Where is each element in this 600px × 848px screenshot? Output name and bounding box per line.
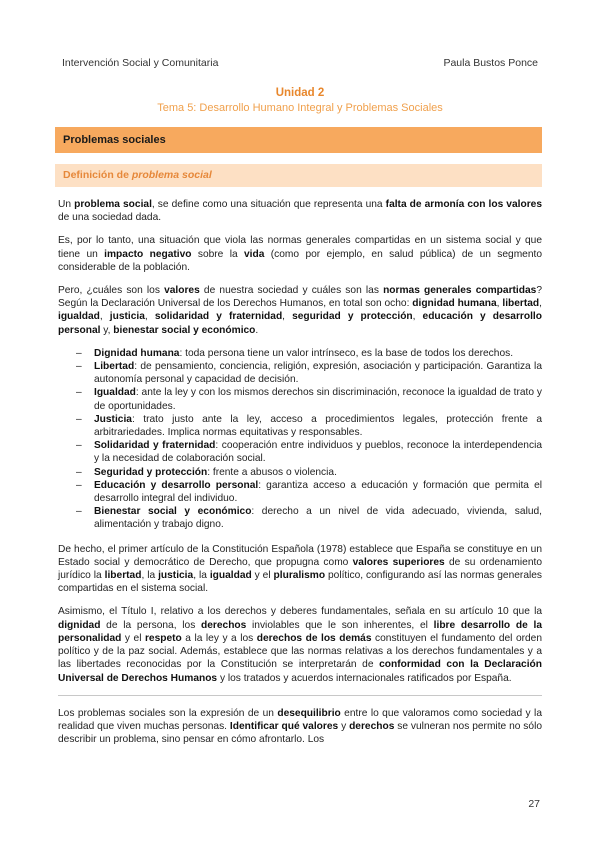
list-item: [76, 505, 542, 531]
text-run: de su ordenamiento jurídico la: [58, 556, 542, 582]
bold-term: normas generales compartidas: [383, 285, 537, 297]
value-term: Bienestar social y económico: [94, 506, 252, 518]
paragraph-impact: [58, 234, 542, 274]
dash-bullet: –: [76, 506, 82, 518]
dash-bullet: –: [76, 413, 82, 425]
text-run: , se define como una situación que representa una: [151, 199, 386, 210]
dash-bullet: –: [76, 361, 82, 373]
bold-term: desequilibrio: [277, 707, 341, 719]
topic-title: Tema 5: Desarrollo Humano Integral y Problemas Sociales: [157, 102, 443, 114]
subsection-heading: [55, 164, 542, 187]
text-run: Asimismo, el Título I, relativo a los derechos y deberes fundamentales, señala en su artículo 10 que la: [58, 606, 542, 618]
text-run: , la: [141, 570, 159, 582]
paragraph-definition: [58, 198, 542, 224]
text-run: político, configurando así las normas generales compartidas en el sistema social.: [58, 570, 543, 595]
text-run: de una sociedad dada.: [58, 212, 162, 224]
dash-bullet: –: [76, 466, 82, 478]
unit-title: Unidad 2: [275, 87, 325, 99]
text-run: ,: [539, 298, 542, 310]
bold-term: conformidad con la Declaración Universal de Derechos Humanos: [58, 659, 542, 684]
value-description: : trato justo ante la ley, acceso a procedimientos legales, protección frente a arbitrariedades. Implica normas equitativas y responsables.: [94, 413, 542, 439]
list-item: [76, 347, 542, 360]
value-description: : de pensamiento, conciencia, religión, expresión, asociación y participación. Garantiza la autonomía personal y capacidad de decisión.: [94, 361, 542, 386]
text-run: de la persona, los: [100, 619, 202, 631]
text-run: y el: [251, 570, 274, 582]
dash-bullet: –: [76, 387, 82, 399]
value-description: : derecho a un nivel de vida adecuado, vivienda, salud, alimentación y trabajo digno.: [94, 506, 542, 531]
value-description: : toda persona tiene un valor intrínseco, es la base de todos los derechos.: [179, 347, 514, 359]
bold-term: derechos: [349, 720, 395, 732]
text-run: Un: [58, 199, 75, 210]
text-run: constituyen el fundamento del orden político y de la paz social. Además, establece que las normas relativas a los derechos fundamentales y a las libertades reconocidas por la Constitución se interpretarán de: [58, 632, 543, 671]
text-run: y: [338, 720, 350, 732]
text-run: y el: [121, 632, 145, 644]
text-run: ? Según la Declaración Universal de los Derechos Humanos, en total son ocho:: [58, 285, 542, 310]
value-description: : garantiza acceso a educación y formación que permita el desarrollo integral del individuo.: [94, 479, 543, 505]
text-run: Es, por lo tanto, una situación que viola las normas generales compartidas en un sistema social y que tiene un: [58, 235, 542, 260]
list-item: [76, 439, 542, 465]
section-heading-label: Problemas sociales: [63, 134, 166, 146]
bold-term: impacto negativo: [104, 248, 192, 260]
paragraph-title-one: [58, 605, 542, 684]
document-titles: [60, 86, 540, 115]
paragraph-imbalance: [58, 707, 542, 747]
value-term: Solidaridad y fraternidad: [94, 440, 216, 452]
bold-term: Identificar qué valores: [229, 720, 339, 732]
bold-term: justicia: [158, 570, 194, 582]
subsection-prefix: Definición de: [63, 169, 132, 181]
bold-term: problema social: [74, 199, 152, 210]
document-body: [58, 198, 542, 756]
text-run: De hecho, el primer artículo de la Constitución Española (1978) establece que España se constituye en un Estado social y democrático de Derecho, que propugna como: [58, 543, 542, 568]
bold-term: justicia: [109, 311, 145, 323]
text-run: ,: [99, 311, 110, 323]
list-item: [76, 413, 542, 439]
bold-term: valores: [164, 285, 200, 297]
text-run: a la ley y a los: [181, 632, 257, 644]
text-run: entre lo que valoramos como sociedad y la realidad que viven muchas personas.: [58, 707, 542, 732]
value-term: Seguridad y protección: [94, 466, 208, 478]
text-run: ,: [282, 311, 293, 323]
bold-term: respeto: [144, 632, 182, 644]
value-description: : cooperación entre individuos y pueblos, reconoce la interdependencia y la necesidad de colaboración social.: [94, 440, 542, 465]
text-run: de nuestra sociedad y cuáles son las: [199, 285, 384, 297]
section-heading: [55, 127, 542, 153]
bold-term: derechos: [201, 619, 247, 631]
bold-term: libertad: [502, 298, 540, 310]
bold-term: igualdad: [58, 311, 100, 323]
values-list: [58, 347, 542, 532]
list-item: [76, 466, 542, 479]
text-run: Pero, ¿cuáles son los: [58, 285, 165, 297]
value-term: Libertad: [94, 361, 135, 373]
value-term: Educación y desarrollo personal: [94, 479, 259, 491]
bold-term: libre desarrollo de la personalidad: [58, 619, 542, 644]
value-description: : ante la ley y con los mismos derechos sin discriminación, reconoce la igualdad de trato y de oportunidades.: [94, 387, 542, 412]
bold-term: libertad: [104, 570, 142, 582]
dash-bullet: –: [76, 440, 82, 452]
text-run: inviolables que le son inherentes, el: [246, 619, 434, 631]
text-run: (como por ejemplo, en salud pública) de un segmento considerable de la población.: [58, 248, 543, 273]
dash-bullet: –: [76, 479, 82, 491]
text-run: se vulneran nos permite no sólo describir un problema, sino pensar en cómo afrontarlo. Los: [58, 720, 542, 746]
text-run: sobre la: [191, 248, 245, 260]
text-run: y,: [100, 324, 114, 336]
horizontal-divider: [58, 695, 542, 696]
course-title: Intervención Social y Comunitaria: [62, 57, 219, 69]
text-run: , la: [193, 570, 210, 582]
list-item: [76, 479, 543, 505]
bold-term: valores superiores: [352, 556, 445, 568]
value-term: Dignidad humana: [94, 347, 180, 359]
value-term: Justicia: [94, 413, 132, 425]
bold-term: solidaridad y fraternidad: [154, 311, 283, 323]
bold-term: falta de armonía con los valores: [385, 199, 542, 210]
bold-term: derechos de los demás: [256, 632, 372, 644]
bold-term: vida: [244, 248, 265, 260]
bold-term: bienestar social y económico: [113, 324, 256, 336]
value-term: Igualdad: [94, 387, 136, 399]
bold-term: seguridad y protección: [292, 311, 413, 323]
value-description: : frente a abusos o violencia.: [207, 466, 337, 478]
list-item: [76, 386, 542, 412]
dash-bullet: –: [76, 347, 82, 359]
paragraph-constitution: [58, 543, 542, 596]
text-run: ,: [496, 298, 503, 310]
author-name: Paula Bustos Ponce: [443, 57, 538, 69]
paragraph-values: [58, 284, 542, 337]
page-number: 27: [528, 798, 540, 810]
bold-term: pluralismo: [273, 570, 326, 582]
text-run: .: [255, 324, 259, 336]
bold-term: dignidad: [58, 619, 101, 631]
page-header: [62, 57, 538, 71]
bold-term: educación y desarrollo personal: [58, 311, 542, 336]
bold-term: igualdad: [209, 570, 252, 582]
subsection-emphasis: problema social: [131, 169, 212, 181]
bold-term: dignidad humana: [412, 298, 497, 310]
list-item: [76, 360, 542, 386]
text-run: ,: [412, 311, 423, 323]
text-run: Los problemas sociales son la expresión de un: [58, 707, 278, 719]
text-run: y los tratados y acuerdos internacionales ratificados por España.: [217, 672, 512, 684]
text-run: ,: [144, 311, 155, 323]
